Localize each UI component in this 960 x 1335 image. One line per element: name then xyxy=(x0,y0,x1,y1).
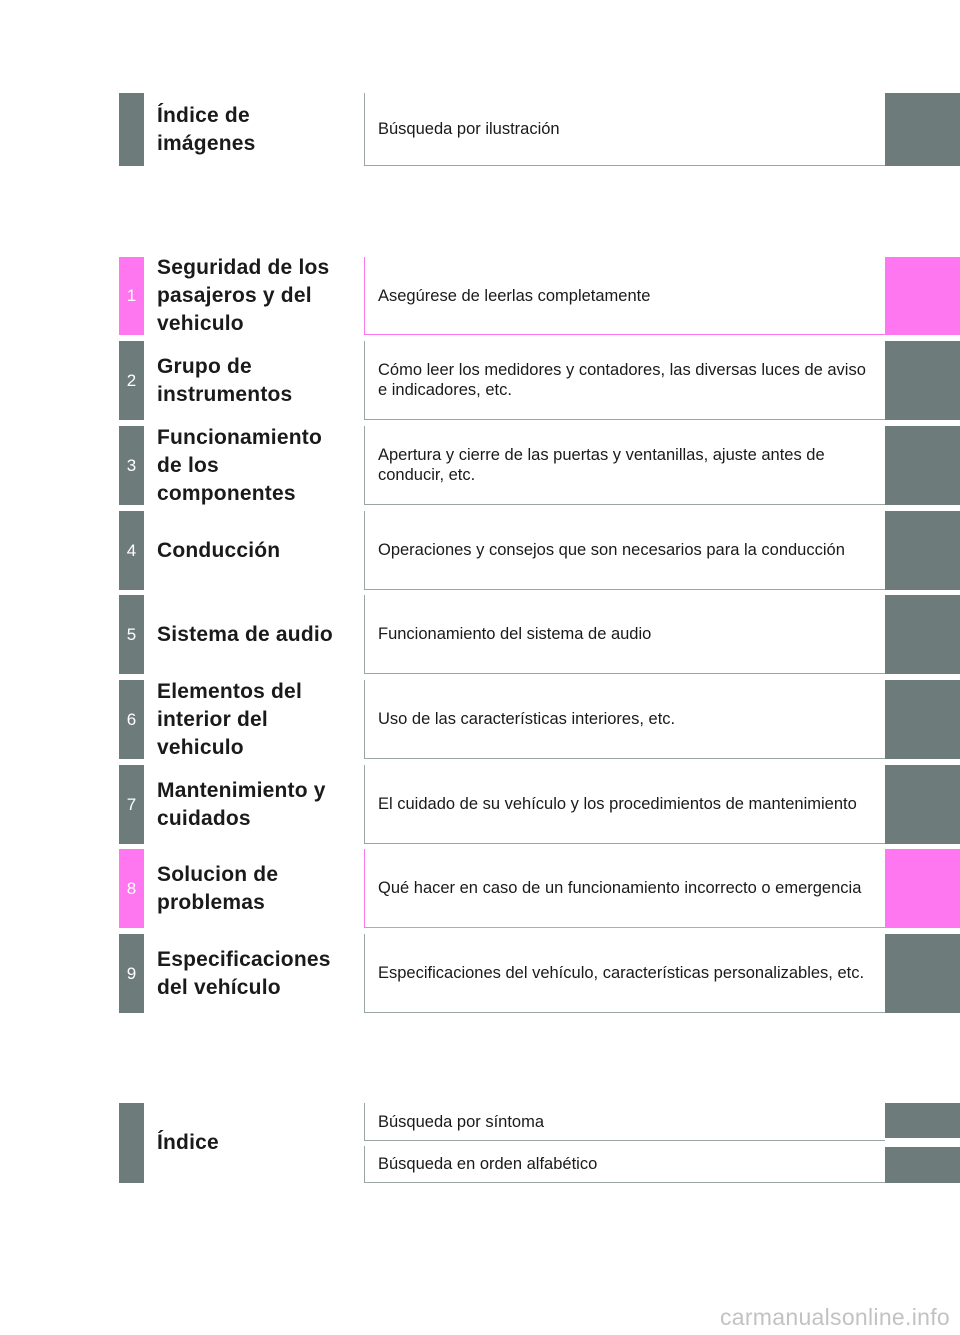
picture-index-row[interactable] xyxy=(0,93,960,166)
chapter-description: Asegúrese de leerlas completamente xyxy=(364,257,885,335)
chapter-row-2[interactable] xyxy=(0,341,960,420)
chapter-title: Especificaciones del vehículo xyxy=(157,947,331,999)
chapter-tab-7[interactable] xyxy=(885,765,960,844)
chapter-row-3[interactable] xyxy=(0,426,960,505)
chapter-tab-6[interactable] xyxy=(885,680,960,759)
chapter-row-7[interactable] xyxy=(0,765,960,844)
chapter-tab-8[interactable] xyxy=(885,849,960,928)
watermark: carmanualsonline.info xyxy=(719,1304,950,1330)
index-alphabetical-tab[interactable] xyxy=(885,1147,960,1183)
chapter-row-9[interactable] xyxy=(0,934,960,1013)
chapter-description: Funcionamiento del sistema de audio xyxy=(364,595,885,674)
chapter-title: Conducción xyxy=(157,538,281,562)
chapter-tab-5[interactable] xyxy=(885,595,960,674)
chapter-row-4[interactable] xyxy=(0,511,960,590)
chapter-number: 9 xyxy=(119,934,144,1013)
chapter-description: Apertura y cierre de las puertas y ventanillas, ajuste antes de conducir, etc. xyxy=(364,426,885,505)
index-section xyxy=(0,1103,960,1183)
chapter-number: 3 xyxy=(119,426,144,505)
chapter-tab-2[interactable] xyxy=(885,341,960,420)
chapter-number: 2 xyxy=(119,341,144,420)
chapter-title: Solucion de problemas xyxy=(157,862,279,914)
index-symptom-search[interactable]: Búsqueda por síntoma xyxy=(364,1103,885,1141)
index-symptom-tab[interactable] xyxy=(885,1103,960,1138)
chapter-title: Sistema de audio xyxy=(157,622,333,646)
chapter-tab-9[interactable] xyxy=(885,934,960,1013)
chapter-title: Funcionamiento de los componentes xyxy=(157,425,322,505)
chapter-row-8[interactable] xyxy=(0,849,960,928)
chapter-row-6[interactable] xyxy=(0,680,960,759)
index-title: Índice xyxy=(157,1131,219,1154)
picture-index-marker xyxy=(119,93,144,166)
chapter-title: Elementos del interior del vehiculo xyxy=(157,679,302,759)
chapter-title: Seguridad de los pasajeros y del vehiculo xyxy=(157,256,330,335)
chapter-title: Grupo de instrumentos xyxy=(157,354,293,406)
chapter-number: 8 xyxy=(119,849,144,928)
chapter-tab-3[interactable] xyxy=(885,426,960,505)
chapter-row-5[interactable] xyxy=(0,595,960,674)
chapter-number: 7 xyxy=(119,765,144,844)
chapter-tab-1[interactable] xyxy=(885,257,960,335)
chapter-number: 5 xyxy=(119,595,144,674)
picture-index-tab[interactable] xyxy=(885,93,960,166)
chapter-number: 4 xyxy=(119,511,144,590)
chapter-description: Especificaciones del vehículo, características personalizables, etc. xyxy=(364,934,885,1013)
chapter-description: Uso de las características interiores, etc. xyxy=(364,680,885,759)
picture-index-title: Índice de imágenes xyxy=(157,103,256,155)
chapter-description: Qué hacer en caso de un funcionamiento incorrecto o emergencia xyxy=(364,849,885,928)
picture-index-description: Búsqueda por ilustración xyxy=(364,93,885,166)
chapter-description: Operaciones y consejos que son necesarios para la conducción xyxy=(364,511,885,590)
chapter-number: 6 xyxy=(119,680,144,759)
index-marker xyxy=(119,1103,144,1183)
chapter-row-1[interactable] xyxy=(0,257,960,335)
index-alphabetical-search[interactable]: Búsqueda en orden alfabético xyxy=(364,1146,885,1183)
chapter-tab-4[interactable] xyxy=(885,511,960,590)
chapter-description: Cómo leer los medidores y contadores, las diversas luces de aviso e indicadores, etc. xyxy=(364,341,885,420)
chapter-title: Mantenimiento y cuidados xyxy=(157,778,326,830)
chapter-number: 1 xyxy=(119,257,144,335)
chapter-description: El cuidado de su vehículo y los procedimientos de mantenimiento xyxy=(364,765,885,844)
